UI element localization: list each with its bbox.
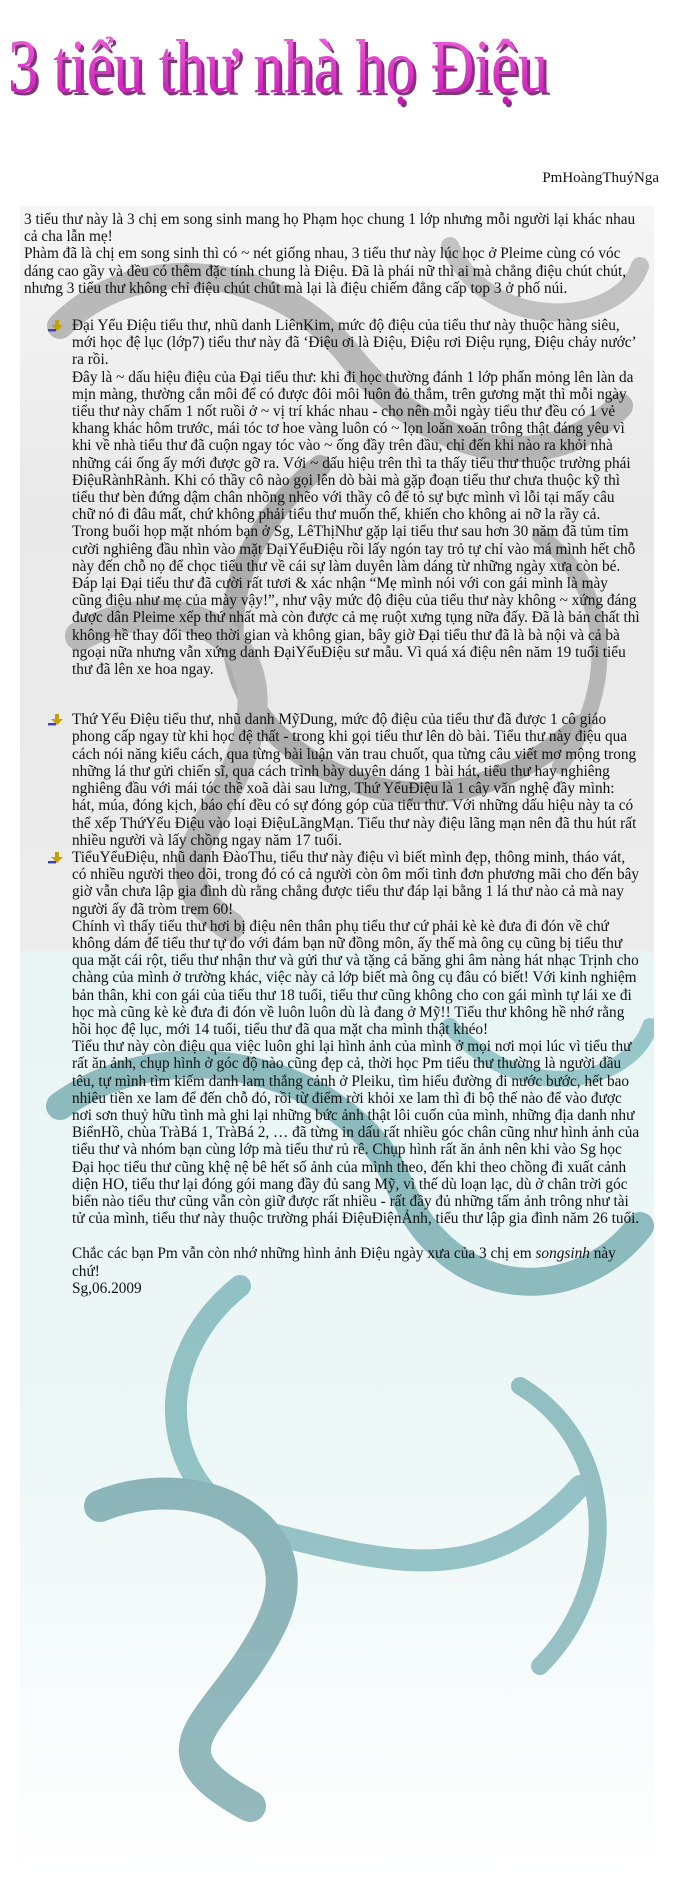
bullet-3-paragraph-2: Chính vì thấy tiểu thư hơi bị điệu nên thân phụ tiểu thư cứ phải kè kè đưa đi đón về chứ không dám để tiểu thư tự do với đám bạn nữ đồng môn, ấy thế mà ông cụ cũng bị tiểu thư qua mặt cái rột, tiểu thư nhận thư và gửi thư và tặng cả băng ghi âm nàng hát nhạc Trịnh cho chàng của mình ở trường khác, việc này cả lớp biết mà ông cụ đâu có biết! Với kinh nghiệm bản thân, khi con gái của tiểu thư 18 tuổi, tiểu thư cũng không cho con gái mình tự lái xe đi học mà cũng kè kè đưa đi đón về luôn luôn dù là đang ở Mỹ!! Tiểu thư không hề nhớ rằng hồi học đệ lục, mới 14 tuổi, tiểu thư đã qua mặt cha mình thật khéo! bbox=[72, 917, 639, 1038]
intro-paragraph-1: 3 tiểu thư này là 3 chị em song sinh mang họ Phạm học chung 1 lớp nhưng mỗi người lại khác nhau cả cha lẫn mẹ! bbox=[24, 211, 636, 246]
closing-text-after: này chứ! bbox=[72, 1245, 616, 1280]
closing-line bbox=[72, 1245, 640, 1279]
bullet-1-paragraph-1: Đại Yểu Điệu tiểu thư, nhũ danh LiênKim, mức độ điệu của tiểu thư này thuộc hàng siêu, mới học đệ lục (lớp7) tiểu thư này đã ‘Điệu ơi là Điệu, Điệu rơi Điệu rụng, Điệu chảy nước’ ra rồi. bbox=[72, 317, 636, 369]
closing-emphasis: songsinh bbox=[535, 1245, 590, 1263]
bullet-1-paragraph-2: Đây là ~ dấu hiệu điệu của Đại tiểu thư: khi đi học thường đánh 1 lớp phấn mỏng lên làn da mịn màng, thường cắn môi để có được đôi môi luôn đỏ thắm, trên gương mặt thì mỗi ngày tiểu thư này chấm 1 nốt ruồi ở ~ vị trí khác nhau - cho nên mỗi ngày tiểu thư đều có 1 vẻ khang khác hôm trước, mái tóc tơ hoe vàng luôn có ~ lọn loăn xoăn trông thật đáng yêu vì khi về nhà tiểu thư đã cuộn ngay tóc vào ~ ống đầy trên đầu, chỉ đến khi nào ra khỏi nhà những cái ống ấy mới được gỡ ra. Với ~ dấu hiệu trên thì ta thấy tiểu thư thuộc trường phái ĐiệuRànhRành. Khi có thầy cô nào gọi lên dò bài mà gặp đoạn tiểu thư chưa thuộc kỹ thì tiểu thư bèn đứng dậm chân nhõng nhẽo với thầy cô để tỏ sự bực mình vì lỗi tại mấy câu chữ nó đi đâu mất, chứ không phải tiểu thư muốn thế, khiến cho không ai nỡ la rầy cả. bbox=[72, 368, 634, 524]
closing-section bbox=[20, 1245, 640, 1297]
page-title bbox=[0, 2, 560, 114]
bullet-3-paragraph-3: Tiểu thư này còn điệu qua việc luôn ghi lại hình ảnh của mình ở mọi nơi mọi lúc vì tiểu thư rất ăn ảnh, chụp hình ở góc độ nào cũng đẹp cả, thời học Pm tiểu thư thường là người đầu têu, tự mình tìm kiếm danh lam thắng cảnh ở Pleiku, tìm hiểu đường đi nước bước, hết bao nhiêu tiền xe lam để đến chỗ đó, rồi từ điểm rời khỏi xe lam thì đi bộ thế nào để vào được nơi sơn thuỷ hữu tình mà ghi lại những bức ảnh thật lôi cuốn của mình, những địa danh như BiểnHồ, chùa TràBá 1, TràBá 2, … đã từng in dấu rất nhiều góc chân cũng như hình ảnh của tiểu thư và nhóm bạn cùng lớp mà tiểu thư rủ rê. Chụp hình rất ăn ảnh nên khi vào Sg học Đại học tiểu thư cũng khệ nệ bê hết số ảnh của mình theo, đến khi theo chồng đi xuất cảnh diện HO, tiểu thư lại đóng gói mang đầy đủ sang Mỹ, vì thế dù loạn lạc, dù ở chân trời góc biển nào tiểu thư cũng vẫn còn giữ được rất nhiều - rất đầy đủ những tấm ảnh trông như tài tử của mình, tiểu thư này thuộc trường phái ĐiệuĐiệnẢnh, tiểu thư lập gia đình năm 26 tuổi. bbox=[72, 1038, 640, 1228]
bullet-2-paragraph-1: Thứ Yểu Điệu tiểu thư, nhũ danh MỹDung, mức độ điệu của tiểu thư đã được 1 cô giáo phong cấp ngay từ khi học đệ thất - trong khi gọi tiểu thư lên dò bài. Tiểu thư này điệu qua cách nói năng kiểu cách, qua từng bài luận văn trau chuốt, qua từng câu viết mơ mộng trong những lá thư gửi chiến sĩ, qua cách trình bày duyên dáng 1 bài hát, tiểu thư hay nghiêng nghiêng đầu với mái tóc thề xoã dài sau lưng, Thứ YểuĐiệu là 1 cây văn nghệ đầy mình: hát, múa, đóng kịch, báo chí đều có sự đóng góp của tiểu thư. Với những dấu hiệu này ta có thể xếp ThứYểu Điệu vào loại ĐiệuLãngMạn. Tiểu thư này điệu lãng mạn nên đã thu hút rất nhiều người và lấy chồng ngay năm 17 tuổi. bbox=[72, 711, 637, 849]
title-shadow: 3 tiểu thư nhà họ Điệu bbox=[11, 28, 551, 112]
bullet-item-lien-kim bbox=[20, 317, 640, 678]
bullet-3-paragraph-1: TiểuYểuĐiệu, nhũ danh ĐàoThu, tiểu thư này điệu vì biết mình đẹp, thông minh, tháo vát, có nhiều người theo dõi, trong đó có cả người còn ôm mối tình đơn phương mãi cho đến bây giờ vẫn chưa lập gia đình dù rằng chẳng được tiểu thư đáp lại bằng 1 lá thư nào cả mà nay người ấy đã tròm trem 60! bbox=[72, 848, 640, 918]
wordart-title bbox=[0, 2, 560, 114]
closing-text-before: Chắc các bạn Pm vẫn còn nhớ những hình ảnh Điệu ngày xưa của 3 chị em bbox=[72, 1245, 536, 1263]
intro-section bbox=[20, 206, 640, 297]
bullet-item-my-dung bbox=[20, 711, 640, 849]
bullet-1-paragraph-3: Trong buổi họp mặt nhóm bạn ở Sg, LêThịNhư gặp lại tiểu thư sau hơn 30 năm đã tủm tỉm cười nghiêng đầu nhìn vào mặt ĐạiYểuĐiệu rồi lấy ngón tay trỏ tự chỉ vào má mình hết chỗ này đến chỗ nọ để chọc tiểu thư về cái sự làm duyên làm dáng từ những ngày xưa còn bé. bbox=[72, 523, 636, 575]
title-text: 3 tiểu thư nhà họ Điệu bbox=[8, 25, 548, 109]
arrow-bullet-icon bbox=[48, 714, 64, 726]
article-body bbox=[20, 206, 640, 1297]
arrow-bullet-icon bbox=[48, 320, 64, 332]
bullet-1-paragraph-4: Đáp lại Đại tiểu thư đã cười rất tươi & xác nhận “Mẹ mình nói với con gái mình là mày cũng điệu như mẹ của mày vậy!”, như vậy mức độ điệu của tiểu thư này không ~ xứng đáng được dân Pleime xếp thứ nhất mà còn được cả mẹ ruột xưng tụng nữa đấy. Đã là bản chất thì không hề thay đổi theo thời gian và không gian, bây giờ Đại tiểu thư đã là bà nội và cả bà ngoại nữa nhưng vẫn xứng danh ĐạiYểuĐiệu sư mẫu. Vì quá xá điệu nên năm 19 tuổi tiểu thư đã lên xe hoa ngay. bbox=[72, 575, 640, 679]
intro-paragraph-2: Phàm đã là chị em song sinh thì có ~ nét giống nhau, 3 tiểu thư này lúc học ở Pleime cùng có vóc dáng cao gầy và đều có thêm đặc tính chung là Điệu. Đã là phái nữ thì ai mà chẳng điệu chút chút, nhưng 3 tiểu thư không chỉ điệu chút chút mà lại là điệu chiếm đẳng cấp top 3 ở phố núi. bbox=[24, 245, 627, 297]
bullet-item-dao-thu bbox=[20, 849, 640, 1227]
signature-date: Sg,06.2009 bbox=[72, 1279, 142, 1297]
author-name: PmHoàngThuýNga bbox=[542, 170, 659, 186]
arrow-bullet-icon bbox=[48, 852, 64, 864]
